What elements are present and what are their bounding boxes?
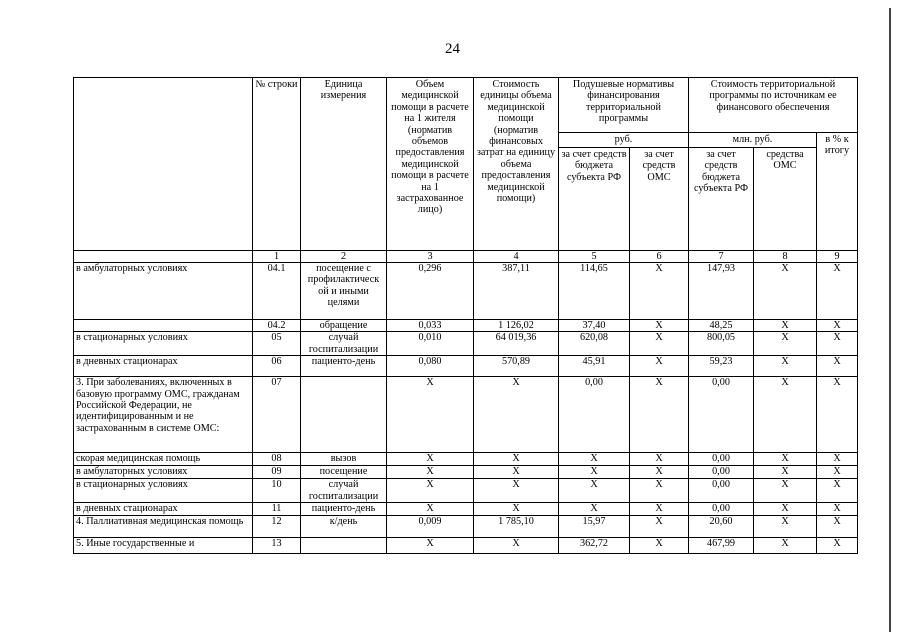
cell-v3: 0,296 bbox=[387, 263, 474, 320]
cell-unit: случай госпитализации bbox=[301, 479, 387, 503]
cell-no: 12 bbox=[253, 516, 301, 538]
cell-v6: X bbox=[630, 466, 689, 479]
cell-v8: X bbox=[754, 479, 817, 503]
table-row bbox=[74, 320, 858, 332]
table-row bbox=[74, 377, 858, 453]
cell-v3: X bbox=[387, 538, 474, 554]
cell-unit: к/день bbox=[301, 516, 387, 538]
table-row bbox=[74, 356, 858, 377]
column-number: 1 bbox=[253, 251, 301, 263]
cell-v6: X bbox=[630, 503, 689, 516]
cell-v4: X bbox=[474, 466, 559, 479]
cell-v6: X bbox=[630, 332, 689, 356]
cell-unit bbox=[301, 538, 387, 554]
cell-unit: вызов bbox=[301, 453, 387, 466]
cell-v6: X bbox=[630, 453, 689, 466]
cell-no: 05 bbox=[253, 332, 301, 356]
cell-no: 06 bbox=[253, 356, 301, 377]
header-budget: за счет средств бюджета субъекта РФ bbox=[559, 148, 630, 251]
table-row bbox=[74, 332, 858, 356]
cell-no: 04.1 bbox=[253, 263, 301, 320]
row-name: в дневных стационарах bbox=[74, 356, 253, 377]
cell-v5: X bbox=[559, 503, 630, 516]
cell-v4: X bbox=[474, 377, 559, 453]
table-row bbox=[74, 538, 858, 554]
header-mln-rub: млн. руб. bbox=[689, 133, 817, 148]
cell-no: 08 bbox=[253, 453, 301, 466]
header-program-cost: Стоимость территориальной программы по источникам ее финансового обеспечения bbox=[689, 78, 858, 133]
cell-v5: X bbox=[559, 466, 630, 479]
cell-v3: X bbox=[387, 466, 474, 479]
cell-v7: 0,00 bbox=[689, 503, 754, 516]
header-row-no: № строки bbox=[253, 78, 301, 251]
header-pct: в % к итогу bbox=[817, 133, 858, 251]
cell-v9: X bbox=[817, 538, 858, 554]
cell-v5: X bbox=[559, 479, 630, 503]
cell-v5: 15,97 bbox=[559, 516, 630, 538]
cell-v4: 570,89 bbox=[474, 356, 559, 377]
column-number: 6 bbox=[630, 251, 689, 263]
row-name: 5. Иные государственные и bbox=[74, 538, 253, 554]
cell-unit bbox=[301, 377, 387, 453]
column-number: 4 bbox=[474, 251, 559, 263]
cell-v9: X bbox=[817, 516, 858, 538]
cell-v5: 0,00 bbox=[559, 377, 630, 453]
cell-v9: X bbox=[817, 479, 858, 503]
row-name: в дневных стационарах bbox=[74, 503, 253, 516]
row-name: в стационарных условиях bbox=[74, 479, 253, 503]
header-budget-2: за счет средств бюджета субъекта РФ bbox=[689, 148, 754, 251]
cell-v7: 0,00 bbox=[689, 479, 754, 503]
cell-v6: X bbox=[630, 320, 689, 332]
column-number: 9 bbox=[817, 251, 858, 263]
header-unit: Единица измерения bbox=[301, 78, 387, 251]
cell-no: 04.2 bbox=[253, 320, 301, 332]
cell-v9: X bbox=[817, 453, 858, 466]
column-number: 5 bbox=[559, 251, 630, 263]
cell-v4: X bbox=[474, 479, 559, 503]
cell-v9: X bbox=[817, 263, 858, 320]
row-name: скорая медицинская помощь bbox=[74, 453, 253, 466]
cell-v7: 59,23 bbox=[689, 356, 754, 377]
column-number: 3 bbox=[387, 251, 474, 263]
table-row bbox=[74, 503, 858, 516]
cell-v8: X bbox=[754, 538, 817, 554]
table-row bbox=[74, 479, 858, 503]
row-name: 3. При заболеваниях, включенных в базовую программу ОМС, гражданам Российской Федерации, не идентифицированным и не застрахованным в системе ОМС: bbox=[74, 377, 253, 453]
cell-v5: 620,08 bbox=[559, 332, 630, 356]
cell-unit: посещение с профилактическ ой и иными целями bbox=[301, 263, 387, 320]
cell-unit: обращение bbox=[301, 320, 387, 332]
cell-v9: X bbox=[817, 320, 858, 332]
cell-v3: 0,010 bbox=[387, 332, 474, 356]
header-cost: Стоимость единицы объема медицинской помощи (норматив финансовых затрат на единицу объема предоставления медицинской помощи) bbox=[474, 78, 559, 251]
cell-v8: X bbox=[754, 377, 817, 453]
cell-v8: X bbox=[754, 503, 817, 516]
cell-v6: X bbox=[630, 479, 689, 503]
row-name: в амбулаторных условиях bbox=[74, 263, 253, 320]
cell-v7: 467,99 bbox=[689, 538, 754, 554]
cell-v3: 0,033 bbox=[387, 320, 474, 332]
cell-v5: 114,65 bbox=[559, 263, 630, 320]
colnum-blank bbox=[74, 251, 253, 263]
cell-v5: 45,91 bbox=[559, 356, 630, 377]
cell-v7: 0,00 bbox=[689, 466, 754, 479]
page-edge bbox=[889, 8, 891, 632]
cell-v5: 37,40 bbox=[559, 320, 630, 332]
header-per-capita: Подушевые нормативы финансирования территориальной программы bbox=[559, 78, 689, 133]
cell-v9: X bbox=[817, 377, 858, 453]
table-row bbox=[74, 263, 858, 320]
cell-v9: X bbox=[817, 356, 858, 377]
cell-no: 10 bbox=[253, 479, 301, 503]
cell-v7: 147,93 bbox=[689, 263, 754, 320]
financing-table bbox=[73, 77, 858, 554]
cell-v8: X bbox=[754, 453, 817, 466]
cell-v4: 1 126,02 bbox=[474, 320, 559, 332]
header-oms-2: средства ОМС bbox=[754, 148, 817, 251]
cell-v4: X bbox=[474, 453, 559, 466]
table-row bbox=[74, 516, 858, 538]
row-name bbox=[74, 320, 253, 332]
cell-v7: 48,25 bbox=[689, 320, 754, 332]
cell-v7: 0,00 bbox=[689, 377, 754, 453]
cell-v4: X bbox=[474, 503, 559, 516]
column-number: 2 bbox=[301, 251, 387, 263]
row-name: в амбулаторных условиях bbox=[74, 466, 253, 479]
cell-v4: 387,11 bbox=[474, 263, 559, 320]
cell-no: 07 bbox=[253, 377, 301, 453]
cell-unit: посещение bbox=[301, 466, 387, 479]
cell-v7: 800,05 bbox=[689, 332, 754, 356]
cell-v3: X bbox=[387, 479, 474, 503]
cell-unit: случай госпитализации bbox=[301, 332, 387, 356]
cell-v4: 1 785,10 bbox=[474, 516, 559, 538]
cell-v3: X bbox=[387, 453, 474, 466]
cell-v6: X bbox=[630, 516, 689, 538]
cell-v9: X bbox=[817, 332, 858, 356]
row-name: в стационарных условиях bbox=[74, 332, 253, 356]
page-number: 24 bbox=[445, 41, 460, 57]
table-row bbox=[74, 466, 858, 479]
cell-v8: X bbox=[754, 356, 817, 377]
table-row bbox=[74, 453, 858, 466]
cell-v6: X bbox=[630, 263, 689, 320]
cell-no: 13 bbox=[253, 538, 301, 554]
cell-v5: 362,72 bbox=[559, 538, 630, 554]
cell-v9: X bbox=[817, 503, 858, 516]
cell-v3: X bbox=[387, 377, 474, 453]
cell-v5: X bbox=[559, 453, 630, 466]
cell-no: 11 bbox=[253, 503, 301, 516]
cell-v6: X bbox=[630, 538, 689, 554]
cell-unit: пациенто-день bbox=[301, 503, 387, 516]
cell-v6: X bbox=[630, 377, 689, 453]
cell-unit: пациенто-день bbox=[301, 356, 387, 377]
cell-v8: X bbox=[754, 516, 817, 538]
cell-no: 09 bbox=[253, 466, 301, 479]
cell-v4: X bbox=[474, 538, 559, 554]
cell-v8: X bbox=[754, 466, 817, 479]
row-name: 4. Паллиативная медицинская помощь bbox=[74, 516, 253, 538]
column-number: 8 bbox=[754, 251, 817, 263]
header-name-cell bbox=[74, 78, 253, 251]
header-oms: за счет средств ОМС bbox=[630, 148, 689, 251]
cell-v3: X bbox=[387, 503, 474, 516]
cell-v9: X bbox=[817, 466, 858, 479]
cell-v7: 20,60 bbox=[689, 516, 754, 538]
header-volume: Объем медицинской помощи в расчете на 1 жителя (норматив объемов предоставления медицинской помощи в расчете на 1 застрахованное лицо) bbox=[387, 78, 474, 251]
cell-v8: X bbox=[754, 320, 817, 332]
cell-v8: X bbox=[754, 263, 817, 320]
column-number: 7 bbox=[689, 251, 754, 263]
cell-v8: X bbox=[754, 332, 817, 356]
cell-v3: 0,080 bbox=[387, 356, 474, 377]
header-rub: руб. bbox=[559, 133, 689, 148]
cell-v4: 64 019,36 bbox=[474, 332, 559, 356]
cell-v6: X bbox=[630, 356, 689, 377]
cell-v7: 0,00 bbox=[689, 453, 754, 466]
cell-v3: 0,009 bbox=[387, 516, 474, 538]
